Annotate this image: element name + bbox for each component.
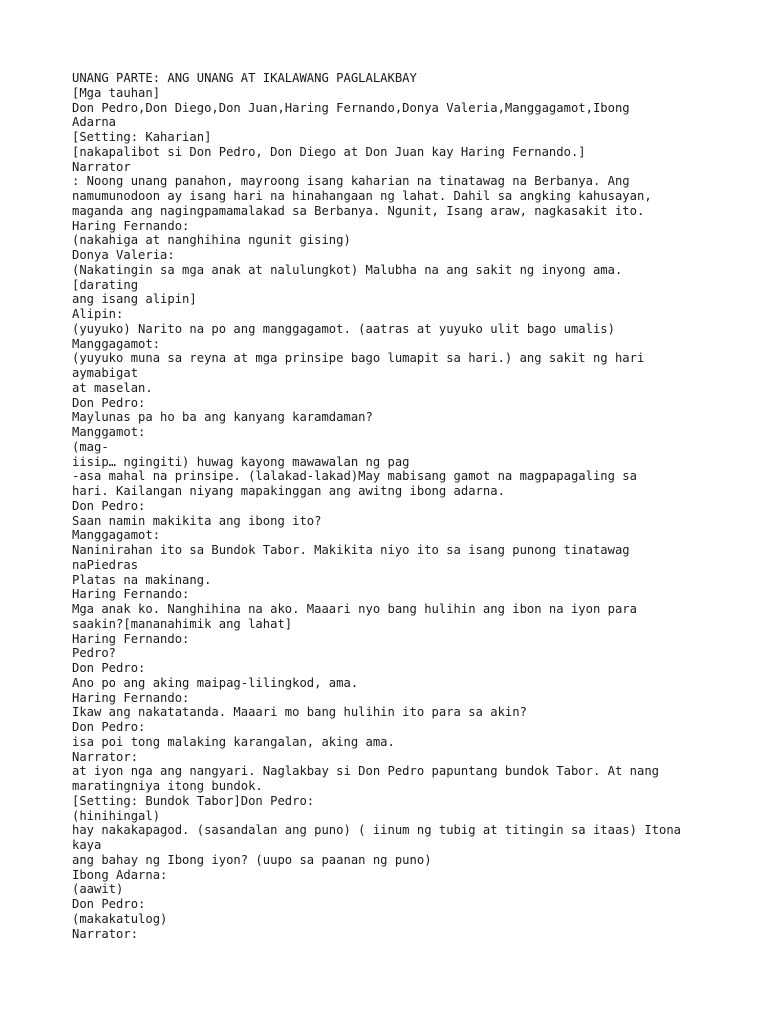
document-line: Donya Valeria: xyxy=(72,248,175,262)
document-line: [darating xyxy=(72,277,139,292)
document-line: namumunodoon ay isang hari na hinahangaan ng lahat. Dahil sa angking kahusayan, xyxy=(72,189,652,203)
document-line: Manggagamot: xyxy=(72,336,161,351)
document-line: (makakatulog) xyxy=(72,911,168,926)
document-line: [Mga tauhan] xyxy=(72,85,161,100)
document-line: (yuyuko muna sa reyna at mga prinsipe bago lumapit sa hari.) ang sakit ng hari xyxy=(72,351,645,366)
document-line: hay nakakapagod. (sasandalan ang puno) ( iinum ng tubig at titingin sa itaas) Itona xyxy=(72,823,682,838)
document-line: Narrator: xyxy=(72,926,139,941)
document-line: Don Pedro: xyxy=(72,395,146,410)
document-line: Pedro? xyxy=(72,646,117,661)
document-line: (mag- xyxy=(72,439,109,454)
document-line: Don Pedro: xyxy=(72,720,146,734)
document-line: Narrator: xyxy=(72,749,139,764)
document-line: isa poi tong malaking karangalan, aking ama. xyxy=(72,734,395,749)
document-line: hari. Kailangan niyang mapakinggan ang awitng ibong adarna. xyxy=(72,484,505,498)
document-line: UNANG PARTE: ANG UNANG AT IKALAWANG PAGLALAKBAY xyxy=(72,71,417,85)
document-line: Alipin: xyxy=(72,307,124,321)
document-line: (aawit) xyxy=(72,882,124,897)
document-line: Maylunas pa ho ba ang kanyang karamdaman? xyxy=(72,410,373,425)
document-line: Don Pedro: xyxy=(72,897,146,911)
document-line: iisip… ngingiti) huwag kayong mawawalan ng pag xyxy=(72,454,410,469)
document-line: at maselan. xyxy=(72,380,153,395)
document-line: -asa mahal na prinsipe. (lalakad-lakad)May mabisang gamot na magpapagaling sa xyxy=(72,469,637,484)
document-line: (yuyuko) Narito na po ang manggagamot. (aatras at yuyuko ulit bago umalis) xyxy=(72,321,615,336)
document-text xyxy=(72,71,732,941)
document-line: kaya xyxy=(72,838,102,852)
document-line: : Noong unang panahon, mayroong isang kaharian na tinatawag na Berbanya. Ang xyxy=(72,174,630,189)
document-line: Saan namin makikita ang ibong ito? xyxy=(72,513,322,528)
document-line: saakin?[mananahimik ang lahat] xyxy=(72,616,293,631)
document-line: maratingniya itong bundok. xyxy=(72,779,263,793)
document-line: ang isang alipin] xyxy=(72,292,197,307)
document-line: Ikaw ang nakatatanda. Maaari mo bang hulihin ito para sa akin? xyxy=(72,705,527,720)
document-line: naPiedras xyxy=(72,557,139,572)
document-line: Ano po ang aking maipag-lilingkod, ama. xyxy=(72,675,359,690)
document-line: Platas na makinang. xyxy=(72,572,212,587)
document-line: (nakahiga at nanghihina ngunit gising) xyxy=(72,233,351,248)
document-line: (hinihingal) xyxy=(72,808,161,823)
document-line: Manggamot: xyxy=(72,425,146,439)
document-line: [Setting: Kaharian] xyxy=(72,130,212,144)
document-line: aymabigat xyxy=(72,366,139,380)
document-line: Manggagamot: xyxy=(72,528,161,543)
document-line: Mga anak ko. Nanghihina na ako. Maaari nyo bang hulihin ang ibon na iyon para xyxy=(72,602,637,616)
document-line: Narrator xyxy=(72,159,131,174)
document-line: maganda ang nagingpamamalakad sa Berbanya. Ngunit, Isang araw, nagkasakit ito. xyxy=(72,203,645,218)
document-line: Haring Fernando: xyxy=(72,690,190,705)
document-line: Don Pedro,Don Diego,Don Juan,Haring Fernando,Donya Valeria,Manggagamot,Ibong xyxy=(72,100,630,115)
document-line: Ibong Adarna: xyxy=(72,867,168,882)
document-line: Don Pedro: xyxy=(72,498,146,513)
document-line: at iyon nga ang nangyari. Naglakbay si Don Pedro papuntang bundok Tabor. At nang xyxy=(72,764,659,779)
document-line: Naninirahan ito sa Bundok Tabor. Makikita niyo ito sa isang punong tinatawag xyxy=(72,543,630,557)
document-line: (Nakatingin sa mga anak at nalulungkot) Malubha na ang sakit ng inyong ama. xyxy=(72,262,623,277)
document-line: [nakapalibot si Don Pedro, Don Diego at Don Juan kay Haring Fernando.] xyxy=(72,144,586,159)
document-line: [Setting: Bundok Tabor]Don Pedro: xyxy=(72,793,315,808)
document-line: ang bahay ng Ibong iyon? (uupo sa paanan ng puno) xyxy=(72,852,432,867)
document-line: Haring Fernando: xyxy=(72,587,190,602)
document-line: Haring Fernando: xyxy=(72,631,190,646)
document-line: Don Pedro: xyxy=(72,661,146,675)
document-line: Haring Fernando: xyxy=(72,218,190,233)
document-line: Adarna xyxy=(72,115,117,130)
